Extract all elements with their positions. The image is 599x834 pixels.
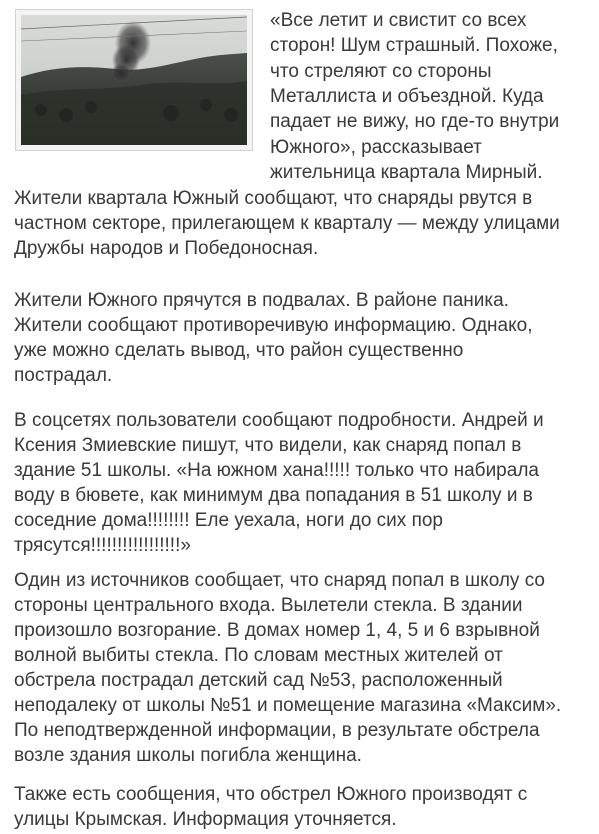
paragraph-line: трясутся!!!!!!!!!!!!!!!!!» xyxy=(14,535,191,556)
paragraph-line: В соцсетях пользователи сообщают подробности. Андрей и xyxy=(14,410,544,431)
article-photo xyxy=(15,9,253,151)
paragraph-line: здание 51 школы. «На южном хана!!!!! только что набирала xyxy=(14,460,539,481)
paragraph-line: Жители сообщают противоречивую информацию. Однако, xyxy=(14,315,533,336)
paragraph-line: Один из источников сообщает, что снаряд попал в школу со xyxy=(14,570,545,591)
paragraph-line: По неподтвержденной информации, в результате обстрела xyxy=(14,720,540,741)
paragraph-line: Жители квартала Южный сообщают, что снаряды рвутся в xyxy=(14,188,533,209)
paragraph-line: соседние дома!!!!!!!! Еле уехала, ноги до сих пор xyxy=(14,510,443,531)
paragraph xyxy=(14,782,589,832)
paragraph-line: неподалеку от школы №51 и помещение магазина «Максим». xyxy=(14,695,562,716)
paragraph xyxy=(14,186,589,261)
paragraph-line: произошло возгорание. В домах номер 1, 4, 5 и 6 взрывной xyxy=(14,620,540,641)
paragraph-line: воду в бювете, как минимум два попадания в 51 школу и в xyxy=(14,485,533,506)
quote-line: Южного», рассказывает xyxy=(270,137,482,158)
quote-line: жительница квартала Мирный. xyxy=(270,162,543,183)
paragraph-line: Ксения Змиевские пишут, что видели, как снаряд попал в xyxy=(14,435,522,456)
paragraph xyxy=(14,408,589,558)
paragraph-line: пострадал. xyxy=(14,365,113,386)
paragraph-line: уже можно сделать вывод, что район существенно xyxy=(14,340,464,361)
paragraph-line: Жители Южного прячутся в подвалах. В районе паника. xyxy=(14,290,509,311)
paragraph xyxy=(14,568,589,768)
quote-line: падает не вижу, но где-то внутри xyxy=(270,111,560,132)
quote-line: что стреляют со стороны xyxy=(270,61,492,82)
paragraph-line: Дружбы народов и Победоносная. xyxy=(14,238,319,259)
paragraph-line: улицы Крымская. Информация уточняется. xyxy=(14,809,397,830)
quote-line: Металлиста и объездной. Куда xyxy=(270,86,544,107)
quote-line: «Все летит и свистит со всех xyxy=(270,10,527,31)
quote-line: сторон! Шум страшный. Похоже, xyxy=(270,35,558,56)
paragraph-line: стороны центрального входа. Вылетели стекла. В здании xyxy=(14,595,523,616)
paragraph-line: частном секторе, прилегающем к кварталу — между улицами xyxy=(14,213,560,234)
paragraph xyxy=(14,288,589,388)
paragraph-line: обстрела пострадал детский сад №53, расположенный xyxy=(14,670,503,691)
paragraph-line: возле здания школы погибла женщина. xyxy=(14,745,362,766)
paragraph-line: Также есть сообщения, что обстрел Южного производят с xyxy=(14,784,528,805)
smoke-over-hills-image xyxy=(21,15,247,145)
paragraph-line: волной выбиты стекла. По словам местных жителей от xyxy=(14,645,503,666)
